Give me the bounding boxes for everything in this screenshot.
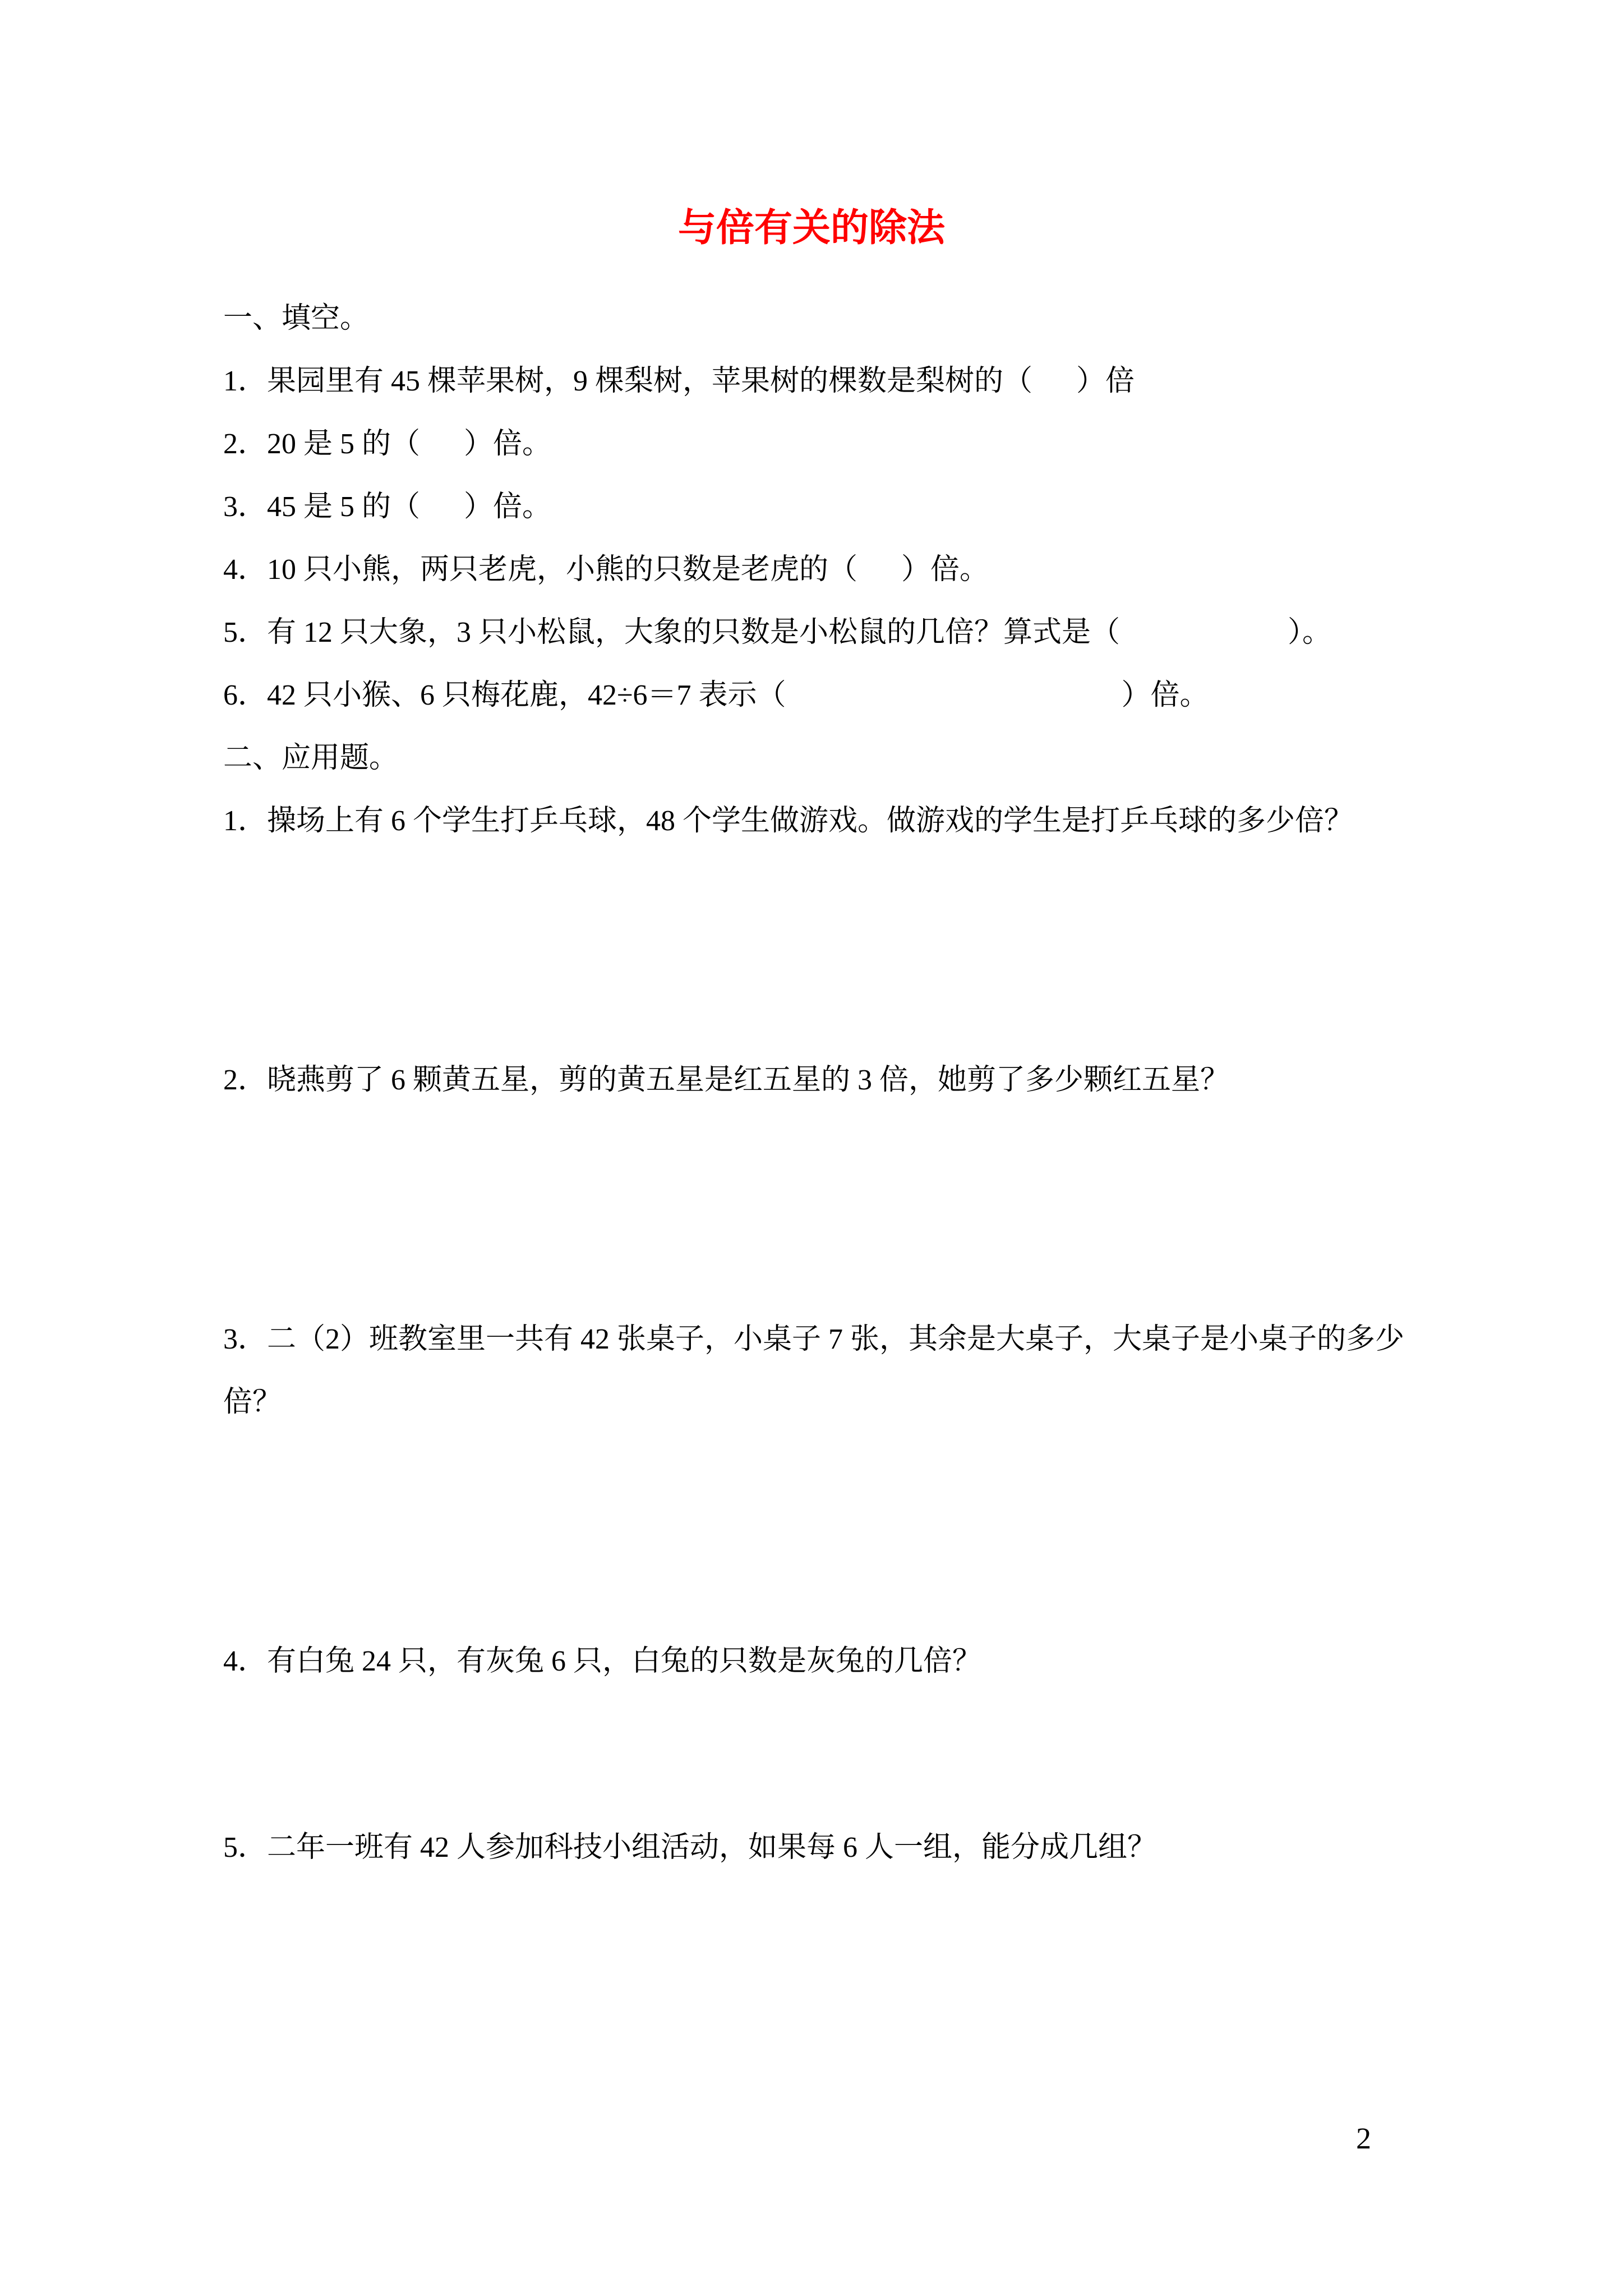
fill-blank-item-5: 5．有 12 只大象，3 只小松鼠，大象的只数是小松鼠的几倍？算式是（ ）。 <box>223 616 1332 648</box>
page-title: 与倍有关的除法 <box>677 206 945 249</box>
fill-blank-item-3: 3．45 是 5 的（ ）倍。 <box>223 491 552 523</box>
section2-heading: 二、应用题。 <box>223 742 399 774</box>
word-problem-5: 5．二年一班有 42 人参加科技小组活动，如果每 6 人一组，能分成几组？ <box>223 1832 1157 1864</box>
page-number: 2 <box>1356 2122 1371 2155</box>
section1-heading: 一、填空。 <box>223 302 370 334</box>
word-problem-2: 2．晓燕剪了 6 颗黄五星，剪的黄五星是红五星的 3 倍，她剪了多少颗红五星？ <box>223 1064 1230 1096</box>
word-problem-1: 1．操场上有 6 个学生打乒乓球，48 个学生做游戏。做游戏的学生是打乒乓球的多少倍？ <box>223 805 1354 837</box>
fill-blank-item-1: 1．果园里有 45 棵苹果树，9 棵梨树，苹果树的棵数是梨树的（ ）倍 <box>223 365 1135 397</box>
word-problem-4: 4．有白兔 24 只，有灰兔 6 只，白兔的只数是灰兔的几倍？ <box>223 1645 982 1677</box>
fill-blank-item-2: 2．20 是 5 的（ ）倍。 <box>223 428 552 460</box>
worksheet-body <box>0 287 1623 1879</box>
word-problem-3: 3．二（2）班教室里一共有 42 张桌子，小桌子 7 张，其余是大桌子，大桌子是小桌子的多少倍？ <box>223 1323 1405 1418</box>
fill-blank-item-6: 6．42 只小猴、6 只梅花鹿，42÷6＝7 表示（ ）倍。 <box>223 679 1209 711</box>
fill-blank-item-4: 4．10 只小熊，两只老虎，小熊的只数是老虎的（ ）倍。 <box>223 554 989 586</box>
